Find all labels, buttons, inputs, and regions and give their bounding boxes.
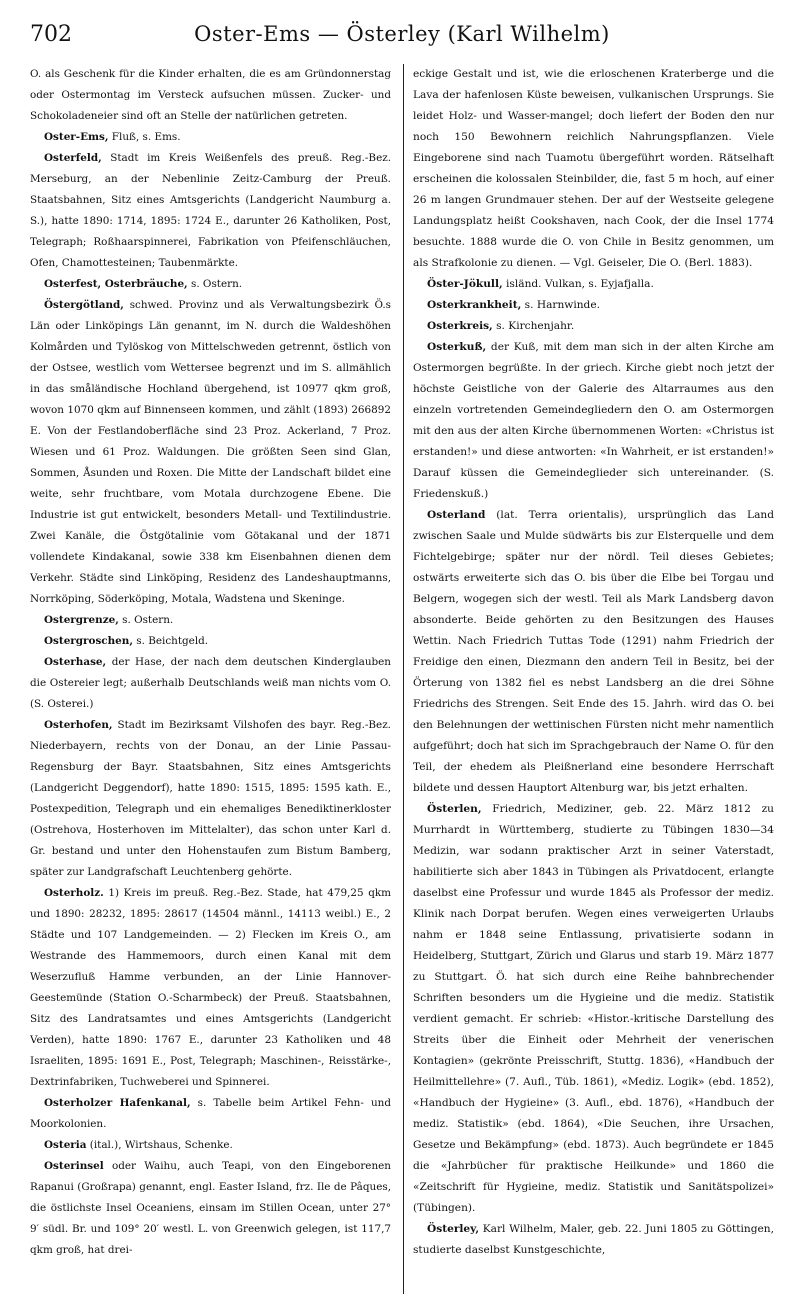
- entry-text: Fluß, s. Ems.: [108, 131, 181, 143]
- dictionary-entry: [30, 652, 391, 715]
- entry-text: s. Harnwinde.: [521, 299, 600, 311]
- entry-text: Friedrich, Mediziner, geb. 22. März 1812 zu Murrhardt in Württemberg, studierte zu Tübingen 1830—34 Medizin, war sodann praktischer Arzt in seiner Vaterstadt, habilitierte sich aber 1843 in Tübingen als Privatdocent, erlangte daselbst eine Professur und wurde 1845 als Professor der mediz. Klinik nach Dorpat berufen. Wegen eines verweigerten Urlaubs nahm er 1848 seine Entlassung, privatisierte sodann in Heidelberg, Stuttgart, Zürich und Glarus und starb 19. März 1877 zu Stuttgart. Ö. hat sich durch eine Reihe bahnbrechender Schriften besonders um die Hygieine und die mediz. Statistik verdient gemacht. Er schrieb: «Histor.-kritische Darstellung des Streits über die Einheit oder Mehrheit der venerischen Kontagien» (gekrönte Preisschrift, Stuttg. 1836), «Handbuch der Heilmittellehre» (7. Aufl., Tüb. 1861), «Mediz. Logik» (ebd. 1852), «Handbuch der Hygieine» (3. Aufl., ebd. 1876), «Handbuch der mediz. Statistik» (ebd. 1864), «Die Seuchen, ihre Ursachen, Gesetze und Bekämpfung» (ebd. 1873). Auch begründete er 1845 die «Jahrbücher für praktische Heilkunde» und 1860 die «Zeitschrift für Hygieine, mediz. Statistik und Sanitätspolizei» (Tübingen).: [413, 803, 774, 1214]
- dictionary-entry: [30, 295, 391, 610]
- entry-headword: Osterhase,: [44, 656, 107, 668]
- entry-headword: Östergötland,: [44, 299, 124, 311]
- dictionary-entry: [413, 337, 774, 505]
- dictionary-entry: [30, 1156, 391, 1261]
- entry-headword: Osterfest, Osterbräuche,: [44, 278, 188, 290]
- entry-headword: Österlen,: [427, 803, 482, 815]
- dictionary-entry: [30, 1135, 391, 1156]
- entry-headword: Osteria: [44, 1139, 87, 1151]
- entry-text: s. Beichtgeld.: [132, 635, 209, 647]
- entry-text: eckige Gestalt und ist, wie die erloschenen Kraterberge und die Lava der hafenlosen Küste beweisen, vulkanischen Ursprungs. Sie leidet Holz- und Wasser-mangel; doch liefert der Boden den nur noch 150 Bewohnern reichlich Nahrungspflanzen. Viele Eingeborene sind nach Tuamotu übergeführt worden. Rätselhaft erscheinen die kolossalen Steinbilder, die, fast 5 m hoch, auf einer 26 m langen Grundmauer stehen. Der auf der Westseite gelegene Landungsplatz heißt Cookshaven, nach Cook, der die Insel 1774 besuchte. 1888 wurde die O. von Chile in Besitz genommen, um als Strafkolonie zu dienen. — Vgl. Geiseler, Die O. (Berl. 1883).: [413, 68, 774, 269]
- page-number: 702: [30, 22, 72, 47]
- column-divider: [403, 64, 404, 1294]
- entry-text: (lat. Terra orientalis), ursprünglich das Land zwischen Saale und Mulde südwärts bis zur Elsterquelle und dem Fichtelgebirge; später nur der nördl. Teil dieses Gebietes; ostwärts erweiterte sich das O. bis über die Elbe bei Torgau und Belgern, wogegen sich der westl. Teil als Mark Landsberg davon absonderte. Beide gehörten zu den Besitzungen des Hauses Wettin. Nach Friedrich Tuttas Tode (1291) nahm Friedrich der Freidige den einen, Diezmann den andern Teil in Besitz, bei der Örterung von 1382 fiel es nebst Landsberg an die drei Söhne Friedrichs des Strengen. Seit Ende des 15. Jahrh. wird das O. bei den Belehnungen der wettinischen Fürsten nicht mehr namentlich aufgeführt; doch hat sich im Sprachgebrauch der Name O. für den Teil, der ehedem als Pleißnerland eine besondere Herrschaft bildete und dessen Hauptort Altenburg war, bis jetzt erhalten.: [413, 509, 774, 794]
- entry-text: (ital.), Wirtshaus, Schenke.: [86, 1139, 233, 1151]
- entry-text: schwed. Provinz und als Verwaltungsbezirk Ö.s Län oder Linköpings Län genannt, im N. durch die Waldeshöhen Kolmården und Tylöskog von Mittelschweden getrennt, östlich von der Ostsee, westlich vom Wettersee begrenzt und im S. allmählich in das småländische Hochland übergehend, ist 10977 qkm groß, wovon 1070 qkm auf Binnenseen kommen, und zählt (1893) 266892 E. Von der Festlandoberfläche sind 23 Proz. Ackerland, 7 Proz. Wiesen und 61 Proz. Waldungen. Die größten Seen sind Glan, Sommen, Åsunden und Roxen. Die Mitte der Landschaft bildet eine weite, sehr fruchtbare, vom Motala durchzogene Ebene. Die Industrie ist gut entwickelt, besonders Metall- und Textilindustrie. Zwei Kanäle, die Östgötalinie vom Götakanal und der 1871 vollendete Kindakanal, sowie 338 km Eisenbahnen dienen dem Verkehr. Städte sind Linköping, Residenz des Landeshauptmanns, Norrköping, Söderköping, Motala, Wadstena und Skeninge.: [30, 299, 391, 605]
- dictionary-entry: [413, 295, 774, 316]
- dictionary-entry: [413, 64, 774, 274]
- dictionary-entry: [30, 127, 391, 148]
- entry-headword: Osterholz.: [44, 887, 104, 899]
- dictionary-entry: [30, 631, 391, 652]
- dictionary-entry: [30, 1093, 391, 1135]
- entry-headword: Öster-Jökull,: [427, 278, 503, 290]
- dictionary-entry: [413, 799, 774, 1219]
- entry-text: O. als Geschenk für die Kinder erhalten, die es am Gründonnerstag oder Ostermontag im Versteck aufsuchen müssen. Zucker- und Schokoladeneier sind oft an Stelle der natürlichen getreten.: [30, 68, 391, 122]
- left-column: [30, 64, 391, 1294]
- entry-headword: Osterkrankheit,: [427, 299, 522, 311]
- entry-headword: Ostergrenze,: [44, 614, 119, 626]
- right-column: [413, 64, 774, 1294]
- dictionary-entry: [413, 316, 774, 337]
- dictionary-entry: [413, 505, 774, 799]
- entry-text: 1) Kreis im preuß. Reg.-Bez. Stade, hat 479,25 qkm und 1890: 28232, 1895: 28617 (14504 männl., 14113 weibl.) E., 2 Städte und 107 Landgemeinden. — 2) Flecken im Kreis O., am Westrande des Hammemoors, durch einen Kanal mit dem Weserzufluß Hamme verbunden, an der Linie Hannover-Geestemünde (Station O.-Scharmbeck) der Preuß. Staatsbahnen, Sitz des Landratsamtes und eines Amtsgerichts (Landgericht Verden), hatte 1890: 1767 E., darunter 23 Katholiken und 48 Israeliten, 1895: 1691 E., Post, Telegraph; Maschinen-, Reisstärke-, Dextrinfabriken, Tuchweberei und Spinnerei.: [30, 887, 391, 1088]
- dictionary-entry: [413, 1219, 774, 1261]
- text-columns: [30, 64, 774, 1294]
- entry-text: s. Kirchenjahr.: [492, 320, 575, 332]
- entry-text: s. Ostern.: [187, 278, 243, 290]
- entry-text: Karl Wilhelm, Maler, geb. 22. Juni 1805 zu Göttingen, studierte daselbst Kunstgeschichte,: [413, 1223, 774, 1256]
- entry-headword: Osterhofen,: [44, 719, 113, 731]
- entry-text: oder Waihu, auch Teapi, von den Eingeborenen Rapanui (Großrapa) genannt, engl. Easter Island, frz. Ile de Pâques, die östlichste Insel Oceaniens, einsam im Stillen Ocean, unter 27° 9′ südl. Br. und 109° 20′ westl. L. von Greenwich gelegen, ist 117,7 qkm groß, hat drei-: [30, 1160, 391, 1256]
- dictionary-entry: [30, 610, 391, 631]
- entry-headword: Osterholzer Hafenkanal,: [44, 1097, 191, 1109]
- entry-text: Stadt im Kreis Weißenfels des preuß. Reg.-Bez. Merseburg, an der Nebenlinie Zeitz-Camburg der Preuß. Staatsbahnen, Sitz eines Amtsgerichts (Landgericht Naumburg a. S.), hatte 1890: 1714, 1895: 1724 E., darunter 26 Katholiken, Post, Telegraph; Roßhaarspinnerei, Fabrikation von Pfeifenschläuchen, Ofen, Chamottesteinen; Taubenmärkte.: [30, 152, 391, 269]
- entry-headword: Osterfeld,: [44, 152, 102, 164]
- entry-text: s. Tabelle beim Artikel Fehn- und Moorkolonien.: [30, 1097, 391, 1130]
- page-header: [30, 8, 774, 46]
- entry-headword: Osterland: [427, 509, 486, 521]
- entry-headword: Osterinsel: [44, 1160, 104, 1172]
- dictionary-entry: [30, 64, 391, 127]
- entry-headword: Osterkuß,: [427, 341, 487, 353]
- entry-text: Stadt im Bezirksamt Vilshofen des bayr. Reg.-Bez. Niederbayern, rechts von der Donau, an der Linie Passau-Regensburg der Bayr. Staatsbahnen, Sitz eines Amtsgerichts (Landgericht Deggendorf), hatte 1890: 1515, 1895: 1595 kath. E., Postexpedition, Telegraph und ein ehemaliges Benediktinerkloster (Ostrehova, Hosterhoven im Mittelalter), das schon unter Karl d. Gr. bestand und unter den Hohenstaufen zum Bistum Bamberg, später zur Landgrafschaft Leuchtenberg gehörte.: [30, 719, 391, 878]
- entry-headword: Ostergroschen,: [44, 635, 133, 647]
- entry-text: s. Ostern.: [118, 614, 174, 626]
- dictionary-entry: [30, 883, 391, 1093]
- entry-headword: Osterkreis,: [427, 320, 493, 332]
- entry-text: der Kuß, mit dem man sich in der alten Kirche am Ostermorgen begrüßte. In der griech. Kirche giebt noch jetzt der höchste Geistliche von der Galerie des Altarraumes aus den einzeln vortretenden Gemeindegliedern den O. am Ostermorgen mit den aus der alten Kirche übernommenen Worten: «Christus ist erstanden!» und diese antworten: «In Wahrheit, er ist erstanden!» Darauf küssen die Gemeindeglieder sich untereinander. (S. Friedenskuß.): [413, 341, 774, 500]
- entry-headword: Österley,: [427, 1223, 480, 1235]
- dictionary-entry: [30, 148, 391, 274]
- entry-text: isländ. Vulkan, s. Eyjafjalla.: [502, 278, 654, 290]
- dictionary-entry: [413, 274, 774, 295]
- dictionary-entry: [30, 715, 391, 883]
- entry-headword: Oster-Ems,: [44, 131, 109, 143]
- entry-text: der Hase, der nach dem deutschen Kinderglauben die Ostereier legt; außerhalb Deutschlands weiß man nichts vom O. (S. Osterei.): [30, 656, 391, 710]
- running-head: Oster-Ems — Österley (Karl Wilhelm): [194, 22, 610, 46]
- dictionary-entry: [30, 274, 391, 295]
